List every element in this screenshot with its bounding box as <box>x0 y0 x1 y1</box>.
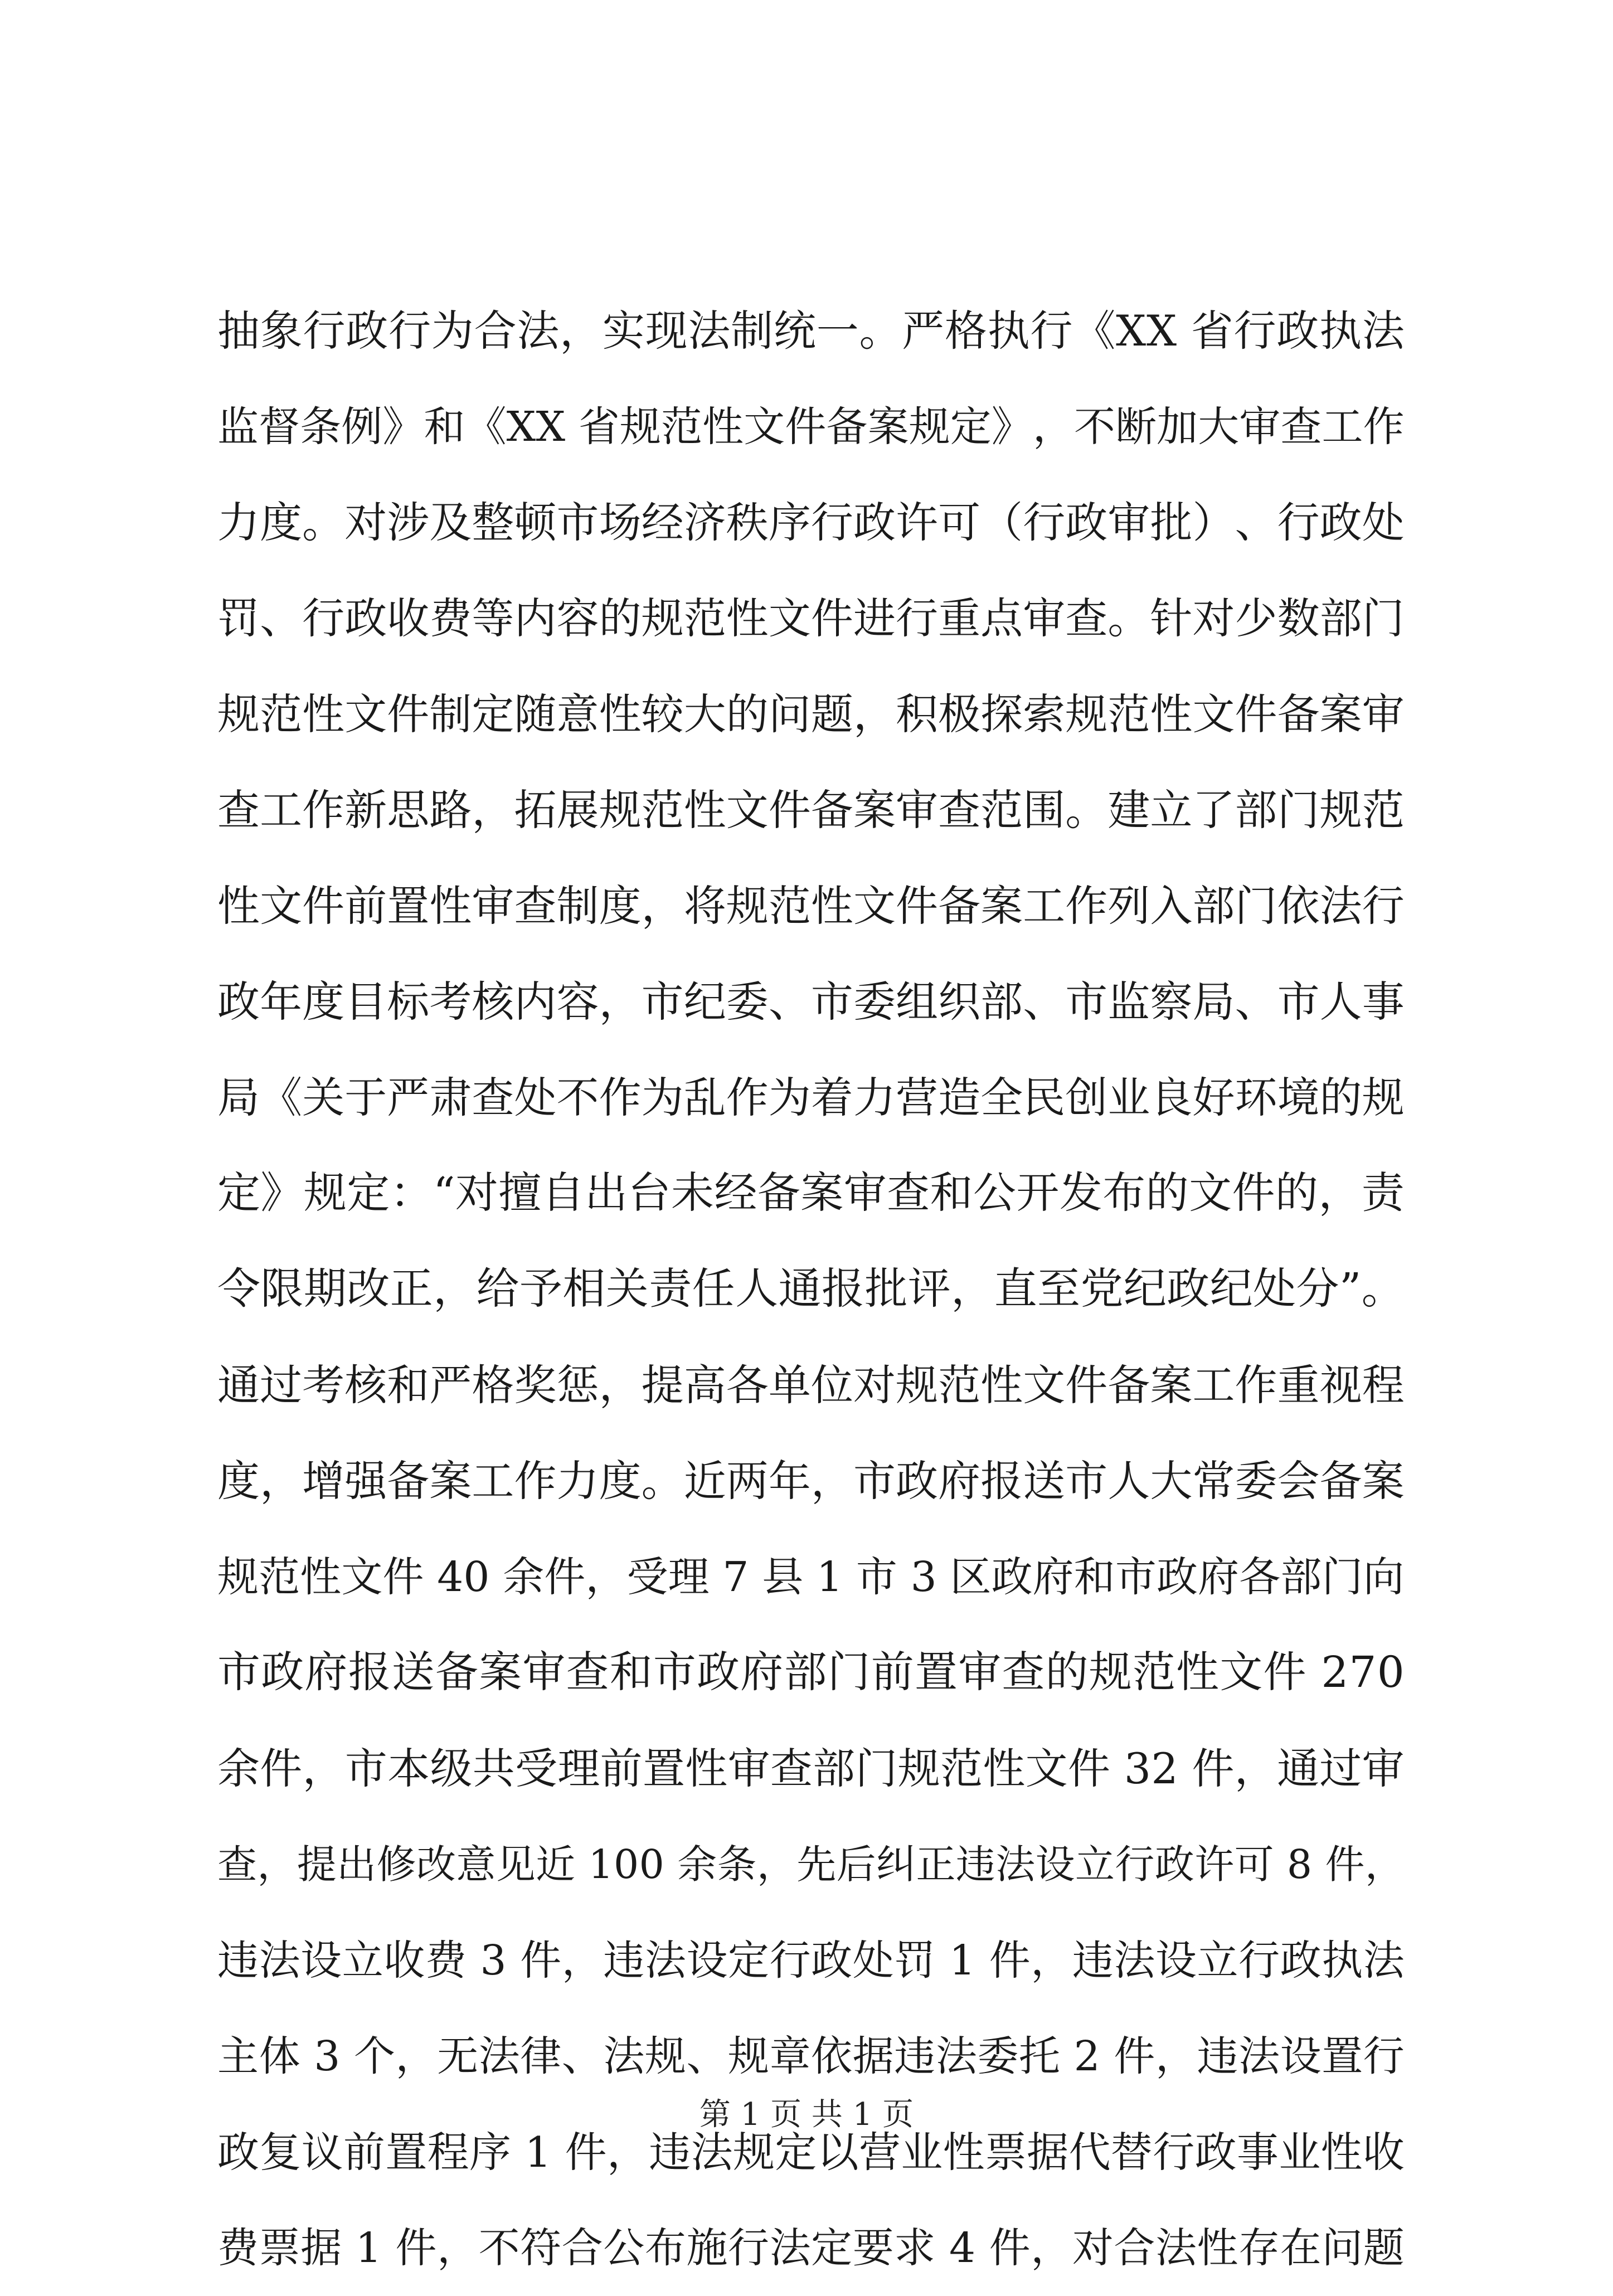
text-line: 查 ， 提 出 修 改 意 见 近 1 0 0 余 条 ， 先 后 纠 正 违 法 设 立 行 政 许 可 8 件 ， <box>217 1841 1405 1888</box>
text-line: 规 范 性 文 件 制 定 随 意 性 较 大 的 问 题 ， 积 极 探 索 规 范 性 文 件 备 案 审 <box>217 689 1405 739</box>
document-body <box>217 283 1405 2296</box>
text-line: 局 《 关 于 严 肃 查 处 不 作 为 乱 作 为 着 力 营 造 全 民 创 业 良 好 环 境 的 规 <box>217 1073 1405 1122</box>
text-line: 费 票 据 1 件 ， 不 符 合 公 布 施 行 法 定 要 求 4 件 ， 对 合 法 性 存 在 问 题 <box>217 2224 1405 2272</box>
text-line: 主 体 3 个 ， 无 法 律 、 法 规 、 规 章 依 据 违 法 委 托 2 件 ， 违 法 设 置 行 <box>217 2032 1405 2080</box>
page-number-footer: 第 1 页 共 1 页 <box>699 2096 914 2133</box>
text-line: 性 文 件 前 置 性 审 查 制 度 ， 将 规 范 性 文 件 备 案 工 作 列 入 部 门 依 法 行 <box>217 881 1405 931</box>
text-line: 余 件 ， 市 本 级 共 受 理 前 置 性 审 查 部 门 规 范 性 文 件 3 2 件 ， 通 过 审 <box>217 1744 1405 1793</box>
text-line: 罚 、 行 政 收 费 等 内 容 的 规 范 性 文 件 进 行 重 点 审 查 。 针 对 少 数 部 门 <box>217 594 1405 643</box>
text-line: 监 督 条 例 》 和 《 X X 省 规 范 性 文 件 备 案 规 定 》 ， 不 断 加 大 审 查 工 作 <box>217 403 1405 451</box>
text-line: 力 度 。 对 涉 及 整 顿 市 场 经 济 秩 序 行 政 许 可 （ 行 政 审 批 ） 、 行 政 处 <box>217 498 1405 547</box>
text-line: 政 年 度 目 标 考 核 内 容 ， 市 纪 委 、 市 委 组 织 部 、 市 监 察 局 、 市 人 事 <box>217 977 1405 1027</box>
text-line: 令 限 期 改 正 ， 给 予 相 关 责 任 人 通 报 批 评 ， 直 至 党 纪 政 纪 处 分 ” 。 <box>217 1264 1405 1314</box>
text-line: 定 》 规 定 ： “ 对 擅 自 出 台 未 经 备 案 审 查 和 公 开 发 布 的 文 件 的 ， 责 <box>217 1169 1405 1218</box>
text-line: 政 复 议 前 置 程 序 1 件 ， 违 法 规 定 以 营 业 性 票 据 代 替 行 政 事 业 性 收 <box>217 2128 1405 2177</box>
text-line: 规 范 性 文 件 4 0 余 件 ， 受 理 7 县 1 市 3 区 政 府 和 市 政 府 各 部 门 向 <box>217 1553 1405 1601</box>
text-line: 度 ， 增 强 备 案 工 作 力 度 。 近 两 年 ， 市 政 府 报 送 市 人 大 常 委 会 备 案 <box>217 1456 1405 1506</box>
text-line: 查 工 作 新 思 路 ， 拓 展 规 范 性 文 件 备 案 审 查 范 围 。 建 立 了 部 门 规 范 <box>217 785 1405 835</box>
text-line: 抽 象 行 政 行 为 合 法 ， 实 现 法 制 统 一 。 严 格 执 行 《 X X 省 行 政 执 法 <box>217 306 1405 356</box>
text-line: 通 过 考 核 和 严 格 奖 惩 ， 提 高 各 单 位 对 规 范 性 文 件 备 案 工 作 重 视 程 <box>217 1360 1405 1410</box>
text-line: 市 政 府 报 送 备 案 审 查 和 市 政 府 部 门 前 置 审 查 的 规 范 性 文 件 2 7 0 <box>217 1648 1405 1697</box>
text-line: 违 法 设 立 收 费 3 件 ， 违 法 设 定 行 政 处 罚 1 件 ， 违 法 设 立 行 政 执 法 <box>217 1937 1405 1984</box>
